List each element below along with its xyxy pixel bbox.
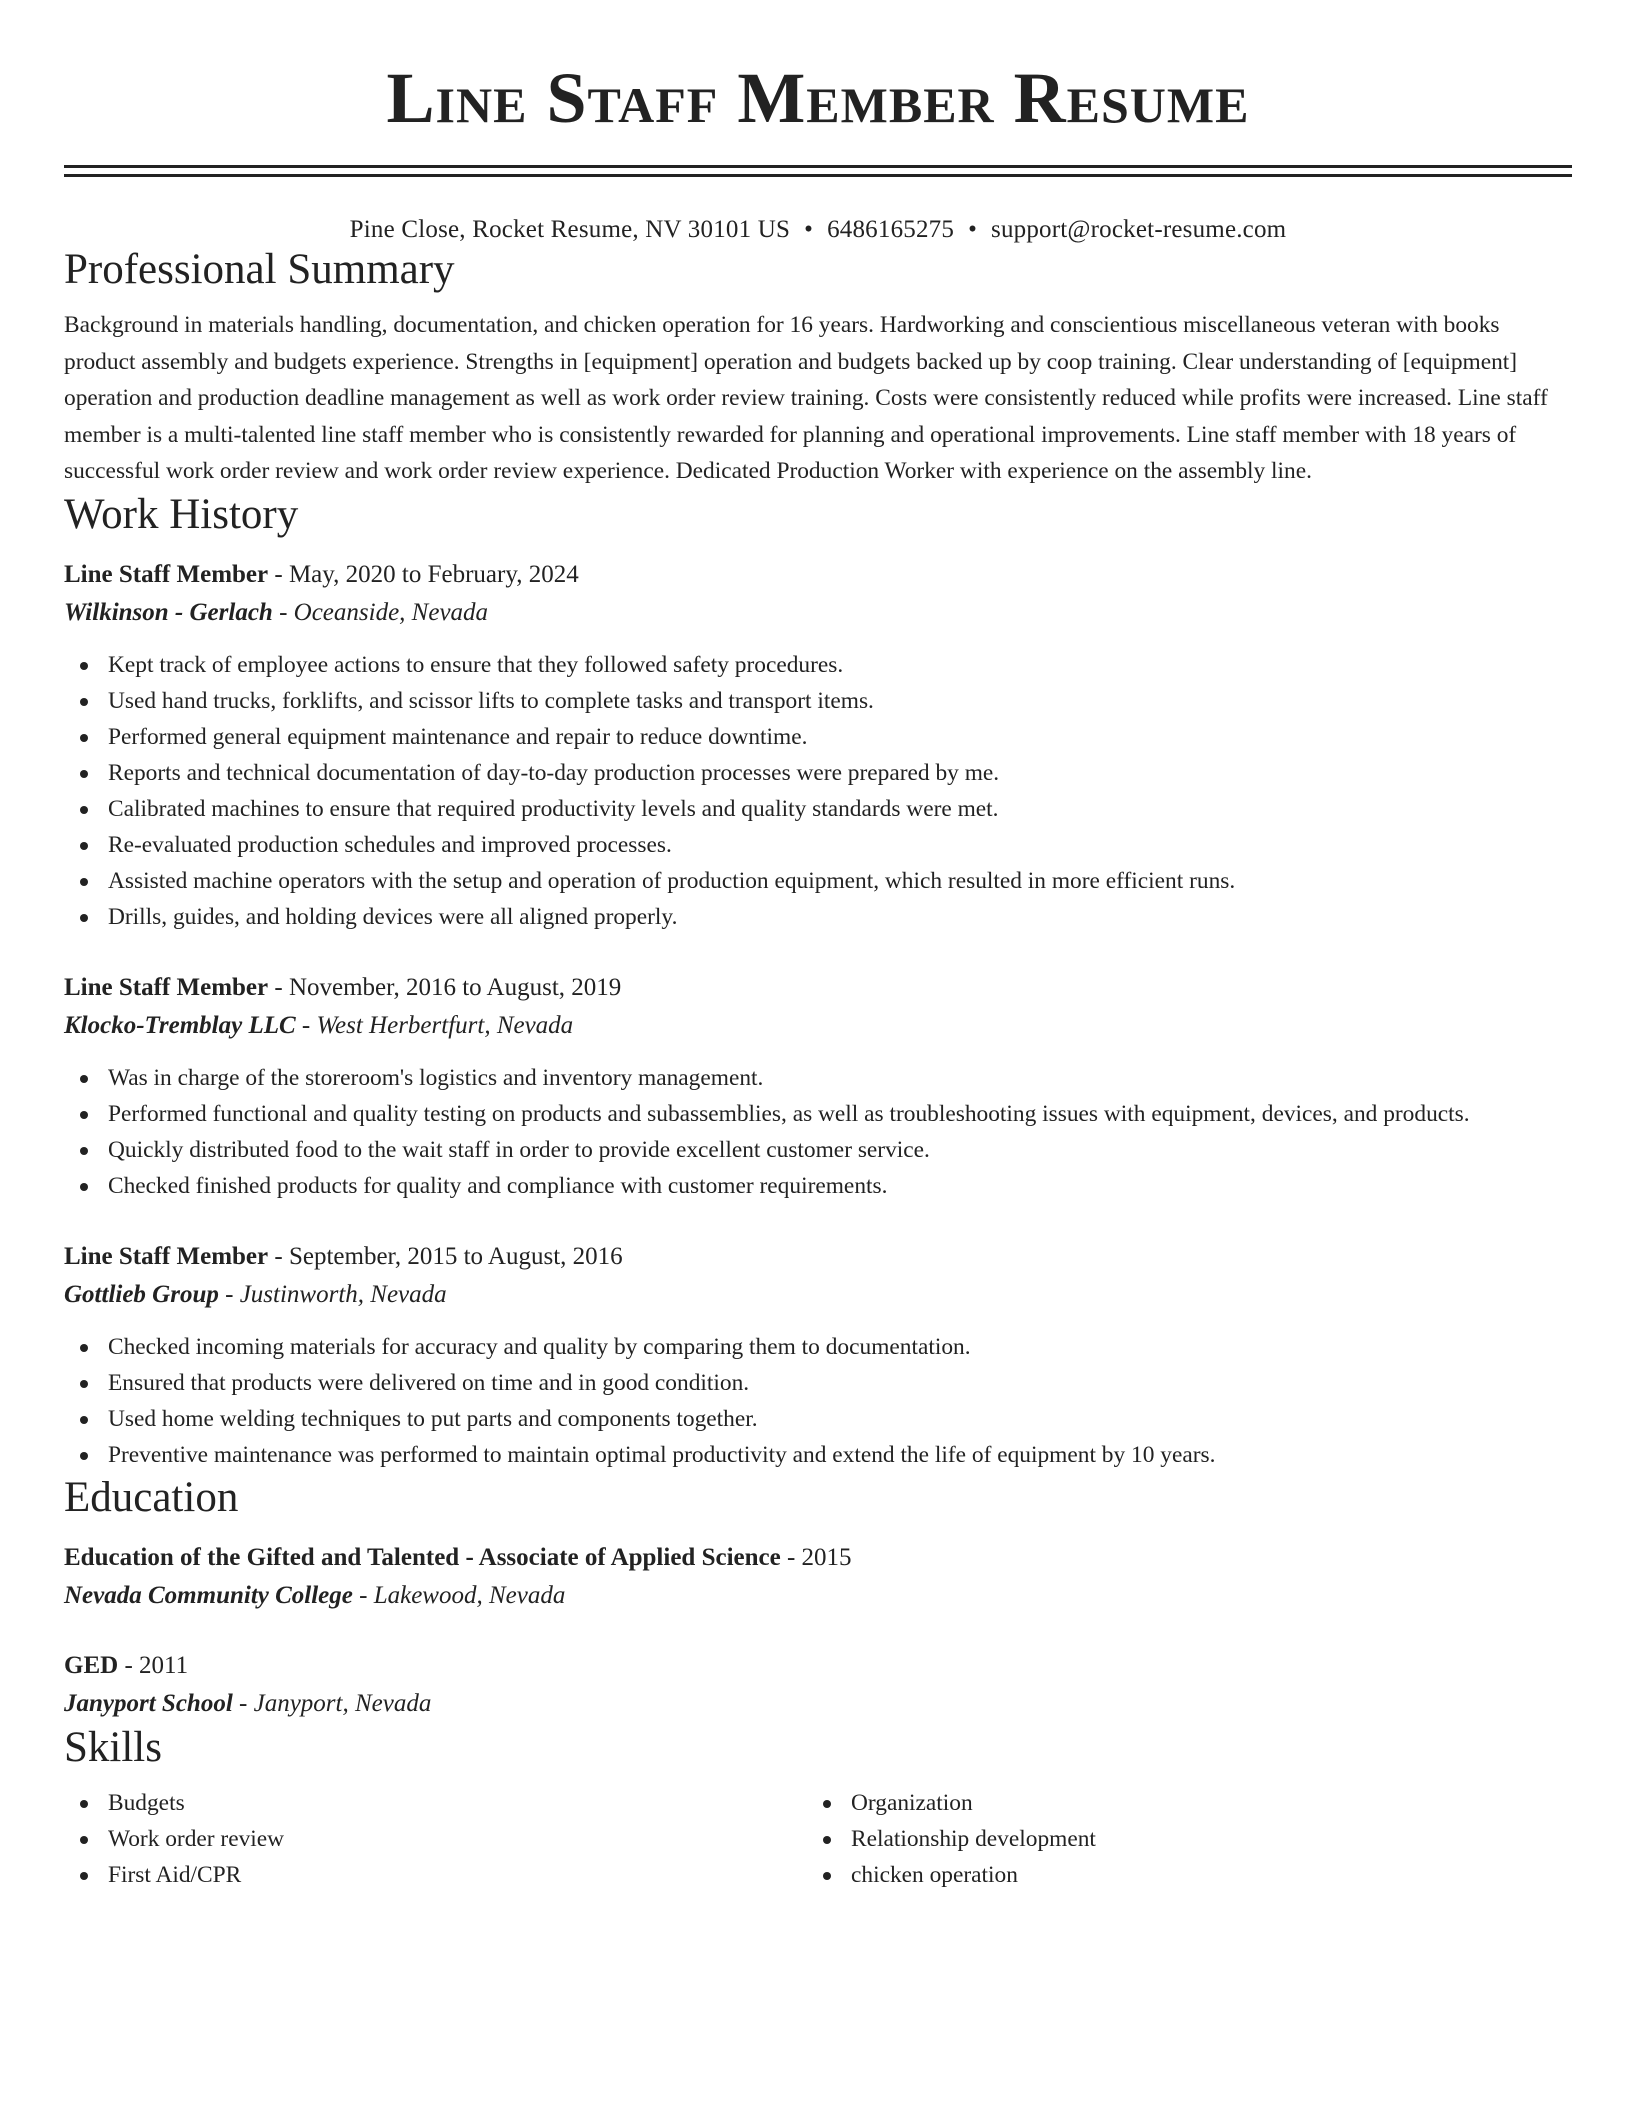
school-name: Janyport School [64, 1689, 233, 1717]
job-dates: - November, 2016 to August, 2019 [268, 973, 622, 1001]
job-title: Line Staff Member [64, 973, 269, 1001]
job-location: - Justinworth, Nevada [218, 1280, 447, 1308]
job-title: Line Staff Member [64, 1242, 269, 1270]
job-title-line [64, 556, 1572, 594]
school-line [64, 1685, 1572, 1723]
job-entry [64, 556, 1572, 935]
list-item: Re-evaluated production schedules and improved processes. [108, 827, 1572, 863]
job-duties-list [64, 1329, 1572, 1473]
degree-year: - 2015 [780, 1543, 852, 1571]
list-item: Checked finished products for quality and compliance with customer requirements. [108, 1168, 1572, 1204]
job-company: Wilkinson - Gerlach [64, 598, 273, 626]
summary-text: Background in materials handling, documentation, and chicken operation for 16 years. Hardworking and conscientious miscellaneous veteran with books product assembly and budgets experience. Strengths in [equipment] operation and budgets backed up by coop training. Clear understanding of [equipment] operation and production deadline management as well as work order review training. Costs were consistently reduced while profits were increased. Line staff member is a multi-talented line staff member who is consistently rewarded for planning and operational improvements. Line staff member with 18 years of successful work order review and work order review experience. Dedicated Production Worker with experience on the assembly line. [64, 312, 1548, 484]
list-item: Work order review [108, 1821, 807, 1857]
list-item: Performed general equipment maintenance and repair to reduce downtime. [108, 719, 1572, 755]
list-item: Organization [851, 1785, 1550, 1821]
degree-name: GED [64, 1651, 119, 1679]
contact-separator: • [968, 216, 978, 243]
resume-page [64, 0, 1572, 1893]
list-item: Drills, guides, and holding devices were all aligned properly. [108, 899, 1572, 935]
degree-line [64, 1647, 1572, 1685]
school-location: - Janyport, Nevada [232, 1689, 432, 1717]
school-location: - Lakewood, Nevada [352, 1581, 566, 1609]
job-location: - West Herbertfurt, Nevada [295, 1011, 574, 1039]
job-company: Gottlieb Group [64, 1280, 219, 1308]
job-company-line [64, 1276, 1572, 1314]
school-line [64, 1577, 1572, 1615]
resume-title: Line Staff Member Resume [386, 58, 1250, 138]
skills-grid [64, 1785, 1572, 1893]
job-company: Klocko-Tremblay LLC [64, 1011, 296, 1039]
list-item: Quickly distributed food to the wait staff in order to provide excellent customer service. [108, 1132, 1572, 1168]
job-company-line [64, 1007, 1572, 1045]
degree-name: Education of the Gifted and Talented - Associate of Applied Science [64, 1543, 781, 1571]
job-entry [64, 969, 1572, 1204]
job-location: - Oceanside, Nevada [272, 598, 489, 626]
list-item: Ensured that products were delivered on time and in good condition. [108, 1365, 1572, 1401]
skills-heading: Skills [64, 1723, 162, 1771]
contact-separator: • [804, 216, 814, 243]
list-item: chicken operation [851, 1857, 1550, 1893]
contact-email: support@rocket-resume.com [991, 216, 1287, 243]
list-item: Calibrated machines to ensure that required productivity levels and quality standards were met. [108, 791, 1572, 827]
list-item: Used hand trucks, forklifts, and scissor lifts to complete tasks and transport items. [108, 683, 1572, 719]
job-title-line [64, 969, 1572, 1007]
education-entry [64, 1539, 1572, 1615]
list-item: Checked incoming materials for accuracy and quality by comparing them to documentation. [108, 1329, 1572, 1365]
contact-line [64, 215, 1572, 245]
title-divider-bottom [64, 174, 1572, 177]
list-item: Reports and technical documentation of day-to-day production processes were prepared by me. [108, 755, 1572, 791]
work-history-heading: Work History [64, 490, 299, 538]
list-item: Performed functional and quality testing on products and subassemblies, as well as troubleshooting issues with equipment, devices, and products. [108, 1096, 1572, 1132]
list-item: Kept track of employee actions to ensure that they followed safety procedures. [108, 647, 1572, 683]
degree-line [64, 1539, 1572, 1577]
job-duties-list [64, 647, 1572, 935]
job-dates: - May, 2020 to February, 2024 [268, 560, 579, 588]
list-item: Used home welding techniques to put parts and components together. [108, 1401, 1572, 1437]
job-entry [64, 1238, 1572, 1473]
list-item: Preventive maintenance was performed to maintain optimal productivity and extend the life of equipment by 10 years. [108, 1437, 1572, 1473]
school-name: Nevada Community College [64, 1581, 353, 1609]
job-title-line [64, 1238, 1572, 1276]
list-item: Relationship development [851, 1821, 1550, 1857]
skills-list [807, 1785, 1550, 1893]
job-duties-list [64, 1060, 1572, 1204]
job-title: Line Staff Member [64, 560, 269, 588]
summary-heading: Professional Summary [64, 246, 455, 293]
contact-phone: 6486165275 [827, 216, 955, 243]
list-item: Assisted machine operators with the setup and operation of production equipment, which resulted in more efficient runs. [108, 863, 1572, 899]
list-item: Was in charge of the storeroom's logistics and inventory management. [108, 1060, 1572, 1096]
skills-column-left [64, 1785, 807, 1893]
education-heading: Education [64, 1473, 239, 1521]
job-dates: - September, 2015 to August, 2016 [268, 1242, 623, 1270]
degree-year: - 2011 [118, 1651, 189, 1679]
title-divider-top [64, 165, 1572, 168]
skills-column-right [807, 1785, 1550, 1893]
education-entry [64, 1647, 1572, 1723]
contact-address: Pine Close, Rocket Resume, NV 30101 US [349, 216, 791, 243]
job-company-line [64, 594, 1572, 632]
list-item: Budgets [108, 1785, 807, 1821]
list-item: First Aid/CPR [108, 1857, 807, 1893]
skills-list [64, 1785, 807, 1893]
